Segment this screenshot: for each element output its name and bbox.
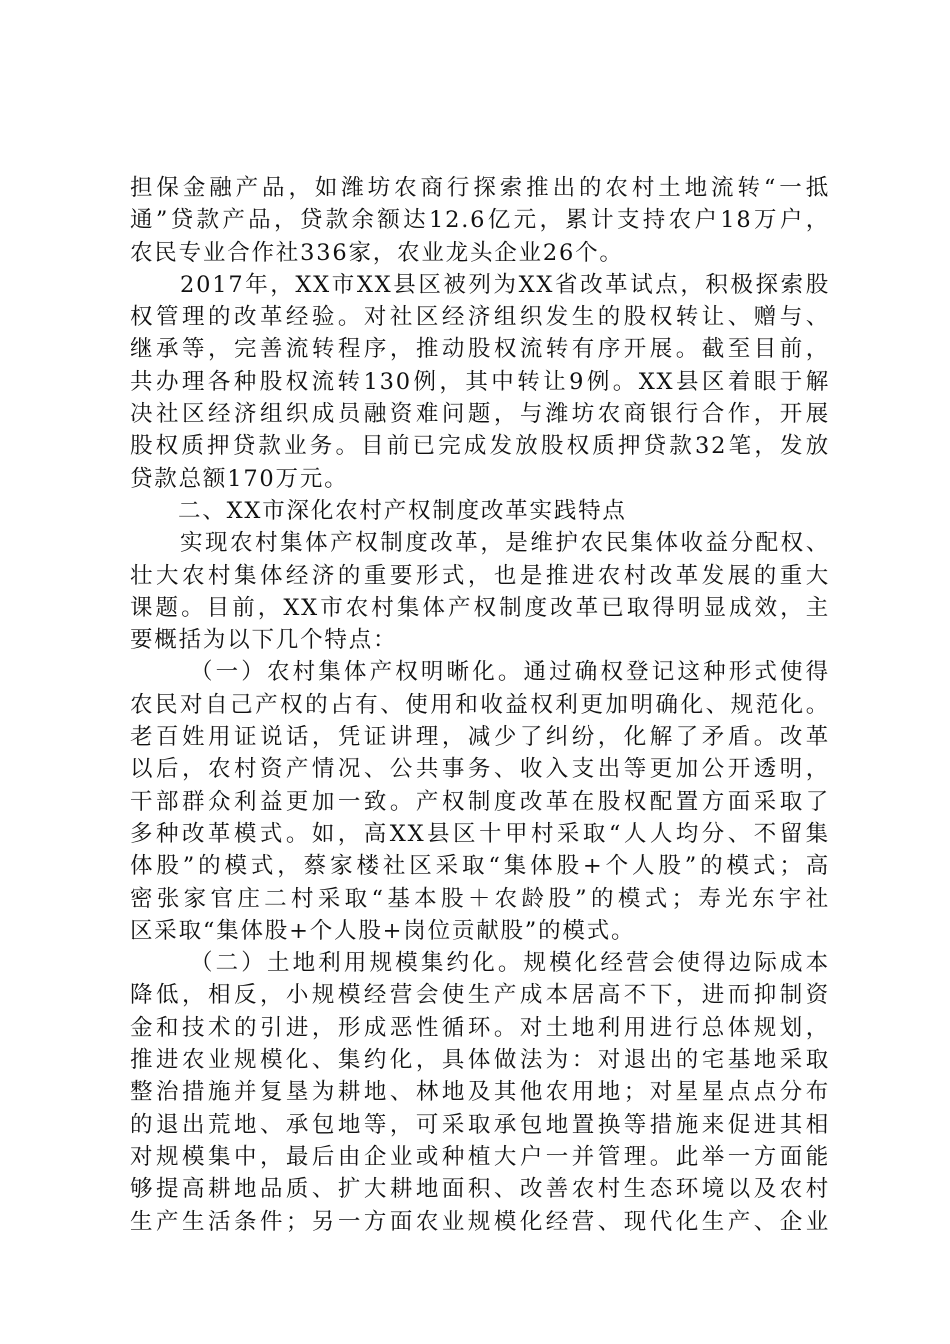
section-heading (130, 495, 830, 527)
text-line: 推进农业规模化、集约化，具体做法为：对退出的宅基地采取 (130, 1047, 830, 1074)
text-line: 老百姓用证说话，凭证讲理，减少了纠纷，化解了矛盾。改革 (130, 724, 830, 751)
paragraph-intro (130, 527, 830, 656)
paragraph-point-1 (130, 656, 830, 947)
text-line: 股权质押贷款业务。目前已完成发放股权质押贷款32笔，发放 (130, 433, 830, 460)
text-line: 实现农村集体产权制度改革，是维护农民集体收益分配权、 (180, 530, 830, 557)
paragraph-pilot-2017 (130, 269, 830, 495)
text-line: 共办理各种股权流转130例，其中转让9例。XX县区着眼于解 (130, 368, 830, 395)
text-line: （一）农村集体产权明晰化。通过确权登记这种形式使得 (190, 659, 830, 686)
text-line: 担保金融产品，如潍坊农商行探索推出的农村土地流转“一抵 (130, 175, 830, 201)
text-line: 生产生活条件；另一方面农业规模化经营、现代化生产、企业 (130, 1208, 830, 1235)
text-line: 对规模集中，最后由企业或种植大户一并管理。此举一方面能 (130, 1143, 830, 1170)
text-line: （二）土地利用规模集约化。规模化经营会使得边际成本 (190, 950, 830, 977)
text-line: 多种改革模式。如，高XX县区十甲村采取“人人均分、不留集 (130, 820, 830, 847)
text-line: 以后，农村资产情况、公共事务、收入支出等更加公开透明， (130, 756, 830, 783)
text-line: 降低，相反，小规模经营会使生产成本居高不下，进而抑制资 (130, 982, 830, 1009)
paragraph-continuation (130, 172, 830, 269)
text-line: 贷款总额170万元。 (130, 465, 349, 492)
text-line: 决社区经济组织成员融资难问题，与潍坊农商银行合作，开展 (130, 401, 830, 428)
text-line: 权管理的改革经验。对社区经济组织发生的股权转让、赠与、 (130, 304, 830, 331)
paragraph-point-2 (130, 947, 830, 1238)
text-line: 的退出荒地、承包地等，可采取承包地置换等措施来促进其相 (130, 1111, 830, 1138)
text-line: 干部群众利益更加一致。产权制度改革在股权配置方面采取了 (130, 788, 830, 815)
text-line: 课题。目前，XX市农村集体产权制度改革已取得明显成效，主 (130, 594, 830, 621)
text-line: 继承等，完善流转程序，推动股权流转有序开展。截至目前， (130, 336, 830, 363)
text-line: 通”贷款产品，贷款余额达12.6亿元，累计支持农户18万户， (130, 207, 830, 234)
text-line: 壮大农村集体经济的重要形式，也是推进农村改革发展的重大 (130, 562, 830, 589)
text-line: 体股”的模式，蔡家楼社区采取“集体股+个人股”的模式；高 (130, 853, 830, 880)
text-line: 整治措施并复垦为耕地、林地及其他农用地；对星星点点分布 (130, 1079, 830, 1106)
text-line: 农民对自己产权的占有、使用和收益权利更加明确化、规范化。 (130, 691, 830, 718)
text-line: 区采取“集体股+个人股+岗位贡献股”的模式。 (130, 917, 636, 944)
text-line: 金和技术的引进，形成恶性循环。对土地利用进行总体规划， (130, 1014, 830, 1041)
text-line: 要概括为以下几个特点： (130, 627, 398, 654)
text-line: 够提高耕地品质、扩大耕地面积、改善农村生态环境以及农村 (130, 1176, 830, 1203)
document-page (130, 172, 830, 1238)
text-line: 农民专业合作社336家，农业龙头企业26个。 (130, 239, 624, 266)
text-line: 密张家官庄二村采取“基本股＋农龄股”的模式；寿光东宇社 (130, 885, 830, 912)
section-heading-text: 二、XX市深化农村产权制度改革实践特点 (178, 497, 627, 524)
text-line: 2017年，XX市XX县区被列为XX省改革试点，积极探索股 (180, 271, 830, 298)
